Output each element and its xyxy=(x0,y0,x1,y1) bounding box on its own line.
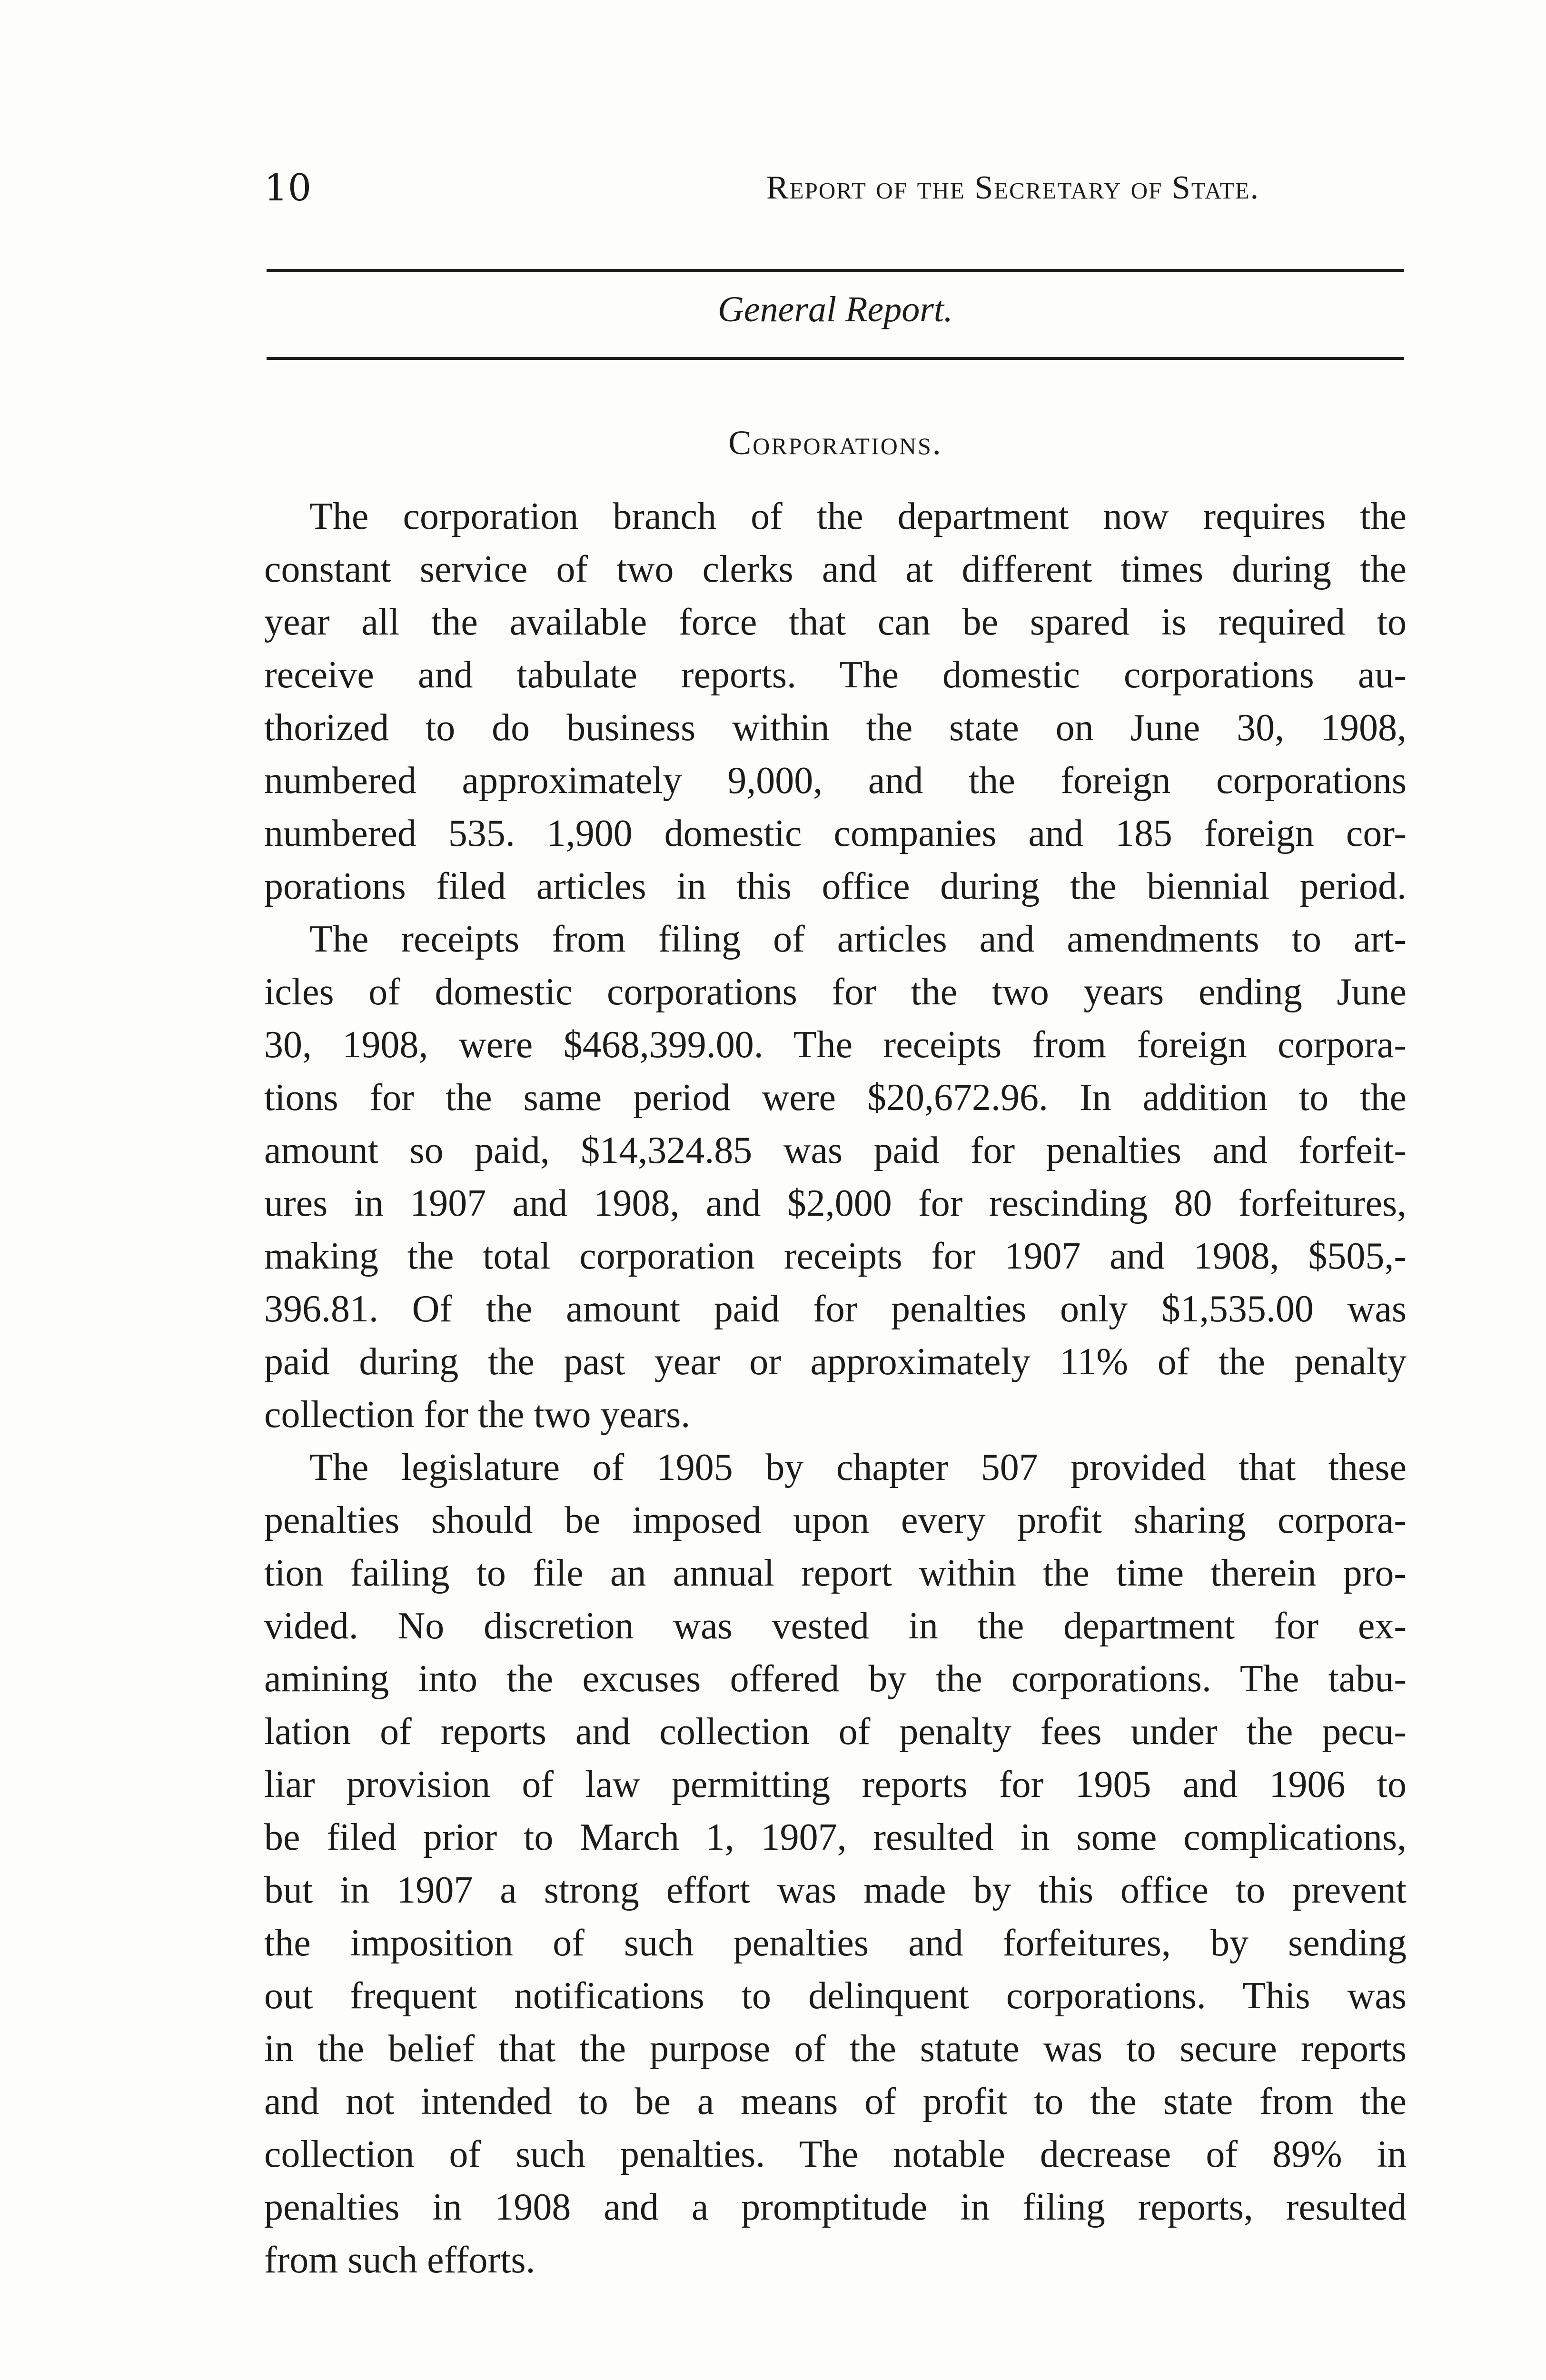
text-line: collection of such penalties. The notable decrease of 89% in xyxy=(264,2133,1407,2175)
text-line: liar provision of law permitting reports for 1905 and 1906 to xyxy=(264,1764,1407,1805)
text-line: 396.81. Of the amount paid for penalties only $1,535.00 was xyxy=(264,1288,1407,1330)
text-line: thorized to do business within the state on June 30, 1908, xyxy=(264,707,1407,749)
text-line: from such efforts. xyxy=(264,2239,535,2281)
text-line: numbered 535. 1,900 domestic companies and 185 foreign cor- xyxy=(264,813,1407,854)
text-line: the imposition of such penalties and forfeitures, by sending xyxy=(264,1922,1407,1964)
text-line: receive and tabulate reports. The domestic corporations au- xyxy=(264,654,1407,696)
text-line: 30, 1908, were $468,399.00. The receipts from foreign corpora- xyxy=(264,1024,1407,1066)
paragraph xyxy=(264,913,1407,1441)
paragraph xyxy=(264,1441,1407,2287)
text-line: porations filed articles in this office during the biennial period. xyxy=(264,865,1407,907)
text-line: The corporation branch of the department now requires the xyxy=(309,496,1407,537)
text-line: out frequent notifications to delinquent corporations. This was xyxy=(264,1975,1407,2017)
text-line: making the total corporation receipts for 1907 and 1908, $505,- xyxy=(264,1235,1407,1277)
text-line: penalties in 1908 and a promptitude in filing reports, resulted xyxy=(264,2186,1407,2228)
text-line: tion failing to file an annual report within the time therein pro- xyxy=(264,1552,1407,1594)
text-line: but in 1907 a strong effort was made by this office to prevent xyxy=(264,1869,1407,1911)
running-head xyxy=(264,164,1407,217)
text-line: ures in 1907 and 1908, and $2,000 for rescinding 80 forfeitures, xyxy=(264,1182,1407,1224)
text-line: tions for the same period were $20,672.96. In addition to the xyxy=(264,1077,1407,1119)
text-line: and not intended to be a means of profit to the state from the xyxy=(264,2081,1407,2122)
text-line: year all the available force that can be spared is required to xyxy=(264,601,1407,643)
bottom-rule-divider xyxy=(267,357,1404,360)
text-line: The legislature of 1905 by chapter 507 provided that these xyxy=(309,1447,1407,1488)
top-rule-divider xyxy=(267,269,1404,272)
text-line: vided. No discretion was vested in the department for ex- xyxy=(264,1605,1407,1647)
text-line: paid during the past year or approximately 11% of the penalty xyxy=(264,1341,1407,1383)
section-heading: Corporations. xyxy=(728,424,942,462)
section-label: General Report. xyxy=(718,289,953,329)
text-line: numbered approximately 9,000, and the foreign corporations xyxy=(264,760,1407,802)
text-line: The receipts from filing of articles and amendments to art- xyxy=(309,918,1407,960)
body-text xyxy=(264,490,1407,2287)
text-line: collection for the two years. xyxy=(264,1394,691,1436)
text-line: amount so paid, $14,324.85 was paid for penalties and forfeit- xyxy=(264,1130,1407,1171)
page-number: 10 xyxy=(264,167,312,209)
text-line: penalties should be imposed upon every profit sharing corpora- xyxy=(264,1499,1407,1541)
text-line: amining into the excuses offered by the corporations. The tabu- xyxy=(264,1658,1407,1700)
paragraph xyxy=(264,490,1407,913)
text-line: lation of reports and collection of penalty fees under the pecu- xyxy=(264,1711,1407,1753)
text-line: constant service of two clerks and at different times during the xyxy=(264,548,1407,590)
text-line: icles of domestic corporations for the two years ending June xyxy=(264,971,1407,1013)
text-line: be filed prior to March 1, 1907, resulted in some complications, xyxy=(264,1816,1407,1858)
running-head-title: Report of the Secretary of State. xyxy=(766,169,1260,206)
text-line: in the belief that the purpose of the statute was to secure reports xyxy=(264,2028,1407,2070)
